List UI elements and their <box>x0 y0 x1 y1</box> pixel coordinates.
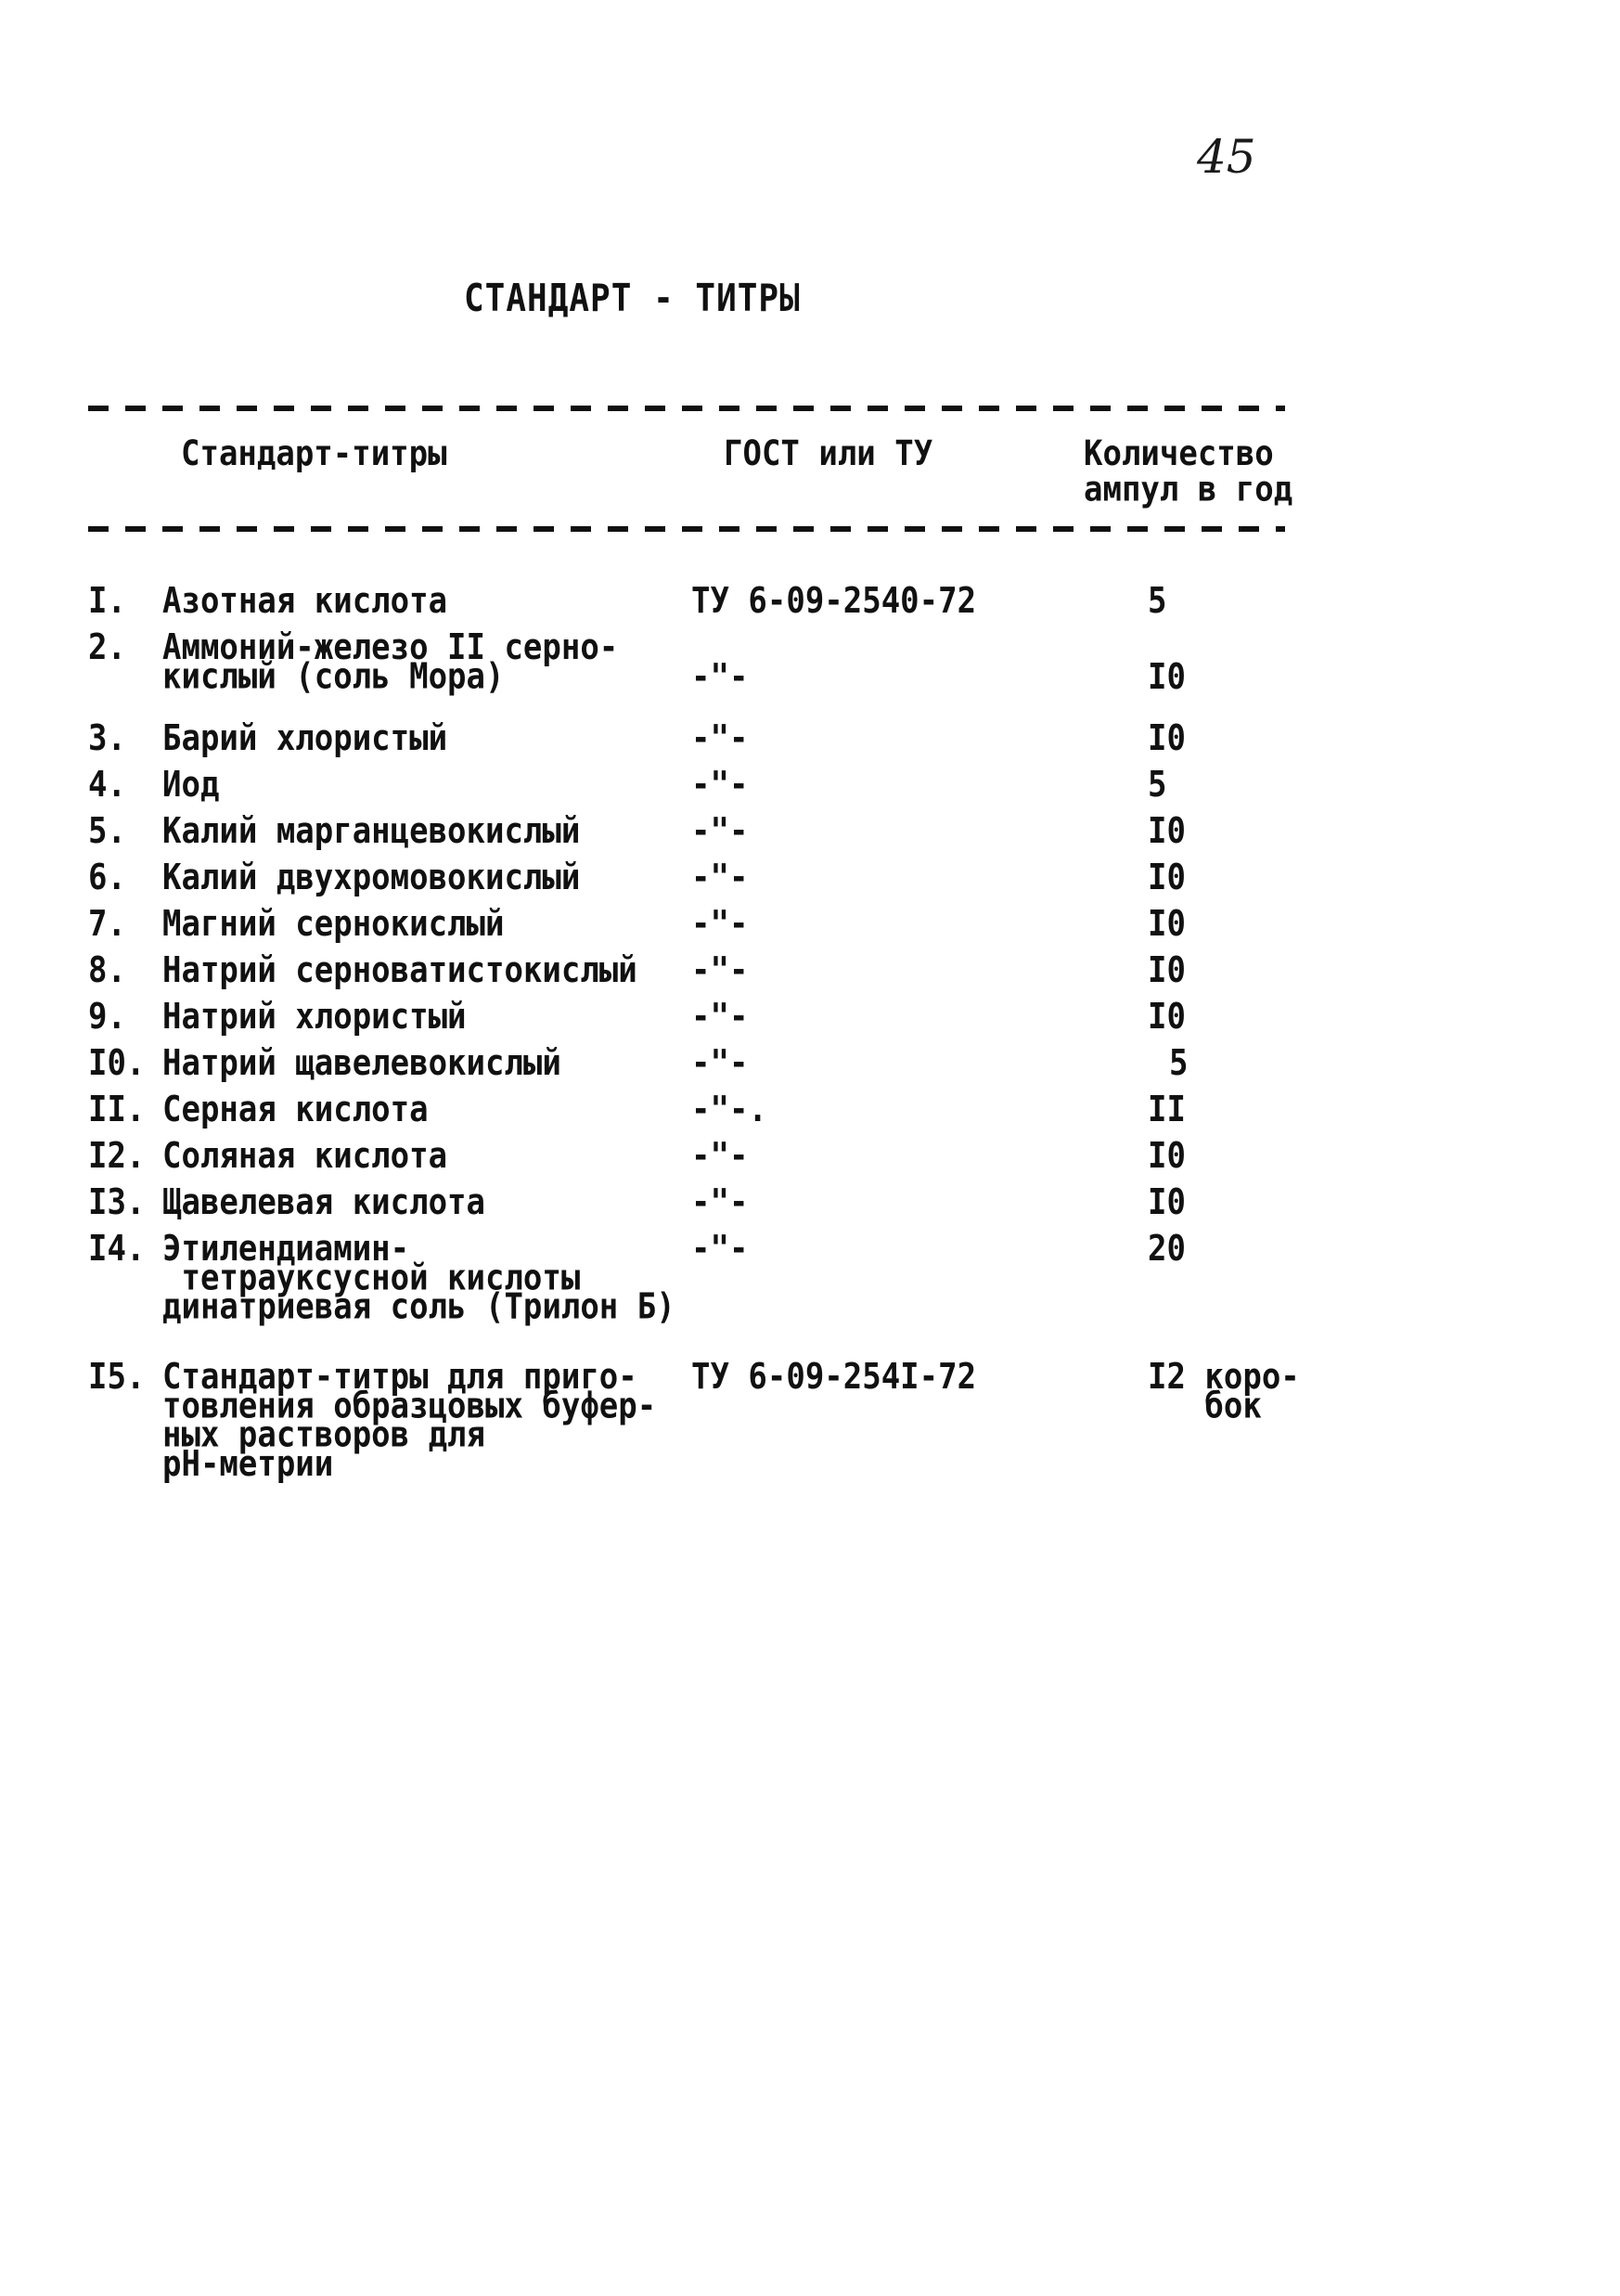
reagent-name: Серная кислота <box>162 1089 429 1131</box>
gost-code: -"- <box>691 764 749 806</box>
reagent-name: Калий двухромовокислый <box>162 857 581 899</box>
reagent-name: Барий хлористый <box>162 717 448 760</box>
gost-code: -"- <box>691 717 749 760</box>
row-number: 9. <box>88 996 126 1038</box>
gost-code: -"- <box>691 1181 749 1224</box>
reagent-name: Аммоний-железо II серно- кислый (соль Мора) <box>162 626 619 698</box>
row-number: 5. <box>88 810 126 853</box>
gost-code: -"- <box>691 949 749 992</box>
row-number: 4. <box>88 764 126 806</box>
row-number: II. <box>88 1089 146 1131</box>
reagent-name: Стандарт-титры для приго- товления образцовых буфер- ных растворов для pH-метрии <box>162 1356 657 1486</box>
row-number: I0. <box>88 1042 146 1085</box>
ampoule-quantity: I0 <box>1148 656 1186 699</box>
row-number: I5. <box>88 1356 146 1399</box>
row-number: 8. <box>88 949 126 992</box>
row-number: 6. <box>88 857 126 899</box>
ampoule-quantity: I2 коро- бок <box>1148 1356 1300 1427</box>
row-number: 3. <box>88 717 126 760</box>
gost-code: -"- <box>691 656 749 699</box>
ampoule-quantity: II <box>1148 1089 1186 1131</box>
column-header-gost: ГОСТ или ТУ <box>724 432 933 474</box>
reagent-name: Соляная кислота <box>162 1135 448 1178</box>
ampoule-quantity: I0 <box>1148 903 1186 946</box>
row-number: I4. <box>88 1228 146 1271</box>
reagent-name: Натрий щавелевокислый <box>162 1042 561 1085</box>
ampoule-quantity: I0 <box>1148 717 1186 760</box>
gost-code: -"-. <box>691 1089 767 1131</box>
reagent-name: Магний сернокислый <box>162 903 505 946</box>
row-number: I2. <box>88 1135 146 1178</box>
ampoule-quantity: I0 <box>1148 949 1186 992</box>
reagent-name: Щавелевая кислота <box>162 1181 485 1224</box>
table-header-rule <box>88 526 1285 532</box>
reagent-name: Этилендиамин- тетрауксусной кислоты динатриевая соль (Трилон Б) <box>162 1228 675 1328</box>
ampoule-quantity: 5 <box>1148 580 1167 623</box>
page-number: 45 <box>1197 130 1256 184</box>
gost-code: -"- <box>691 903 749 946</box>
gost-code: ТУ 6-09-254I-72 <box>691 1356 977 1399</box>
row-number: 7. <box>88 903 126 946</box>
gost-code: -"- <box>691 996 749 1038</box>
ampoule-quantity: 5 <box>1148 764 1167 806</box>
gost-code: ТУ 6-09-2540-72 <box>691 580 977 623</box>
gost-code: -"- <box>691 1228 749 1271</box>
gost-code: -"- <box>691 1042 749 1085</box>
gost-code: -"- <box>691 1135 749 1178</box>
document-title: СТАНДАРТ - ТИТРЫ <box>464 277 801 321</box>
gost-code: -"- <box>691 810 749 853</box>
table-top-rule <box>88 406 1285 411</box>
ampoule-quantity: I0 <box>1148 1181 1186 1224</box>
ampoule-quantity: I0 <box>1148 1135 1186 1178</box>
ampoule-quantity: 20 <box>1148 1228 1186 1271</box>
row-number: I. <box>88 580 126 623</box>
reagent-name: Натрий серноватистокислый <box>162 949 637 992</box>
ampoule-quantity: 5 <box>1169 1042 1189 1085</box>
column-header-name: Стандарт-титры <box>181 432 447 474</box>
row-number: 2. <box>88 626 126 669</box>
gost-code: -"- <box>691 857 749 899</box>
reagent-name: Азотная кислота <box>162 580 448 623</box>
row-number: I3. <box>88 1181 146 1224</box>
ampoule-quantity: I0 <box>1148 996 1186 1038</box>
reagent-name: Натрий хлористый <box>162 996 467 1038</box>
reagent-name: Иод <box>162 764 220 806</box>
ampoule-quantity: I0 <box>1148 810 1186 853</box>
column-header-qty: Количество ампул в год <box>1084 432 1293 510</box>
ampoule-quantity: I0 <box>1148 857 1186 899</box>
reagent-name: Калий марганцевокислый <box>162 810 581 853</box>
